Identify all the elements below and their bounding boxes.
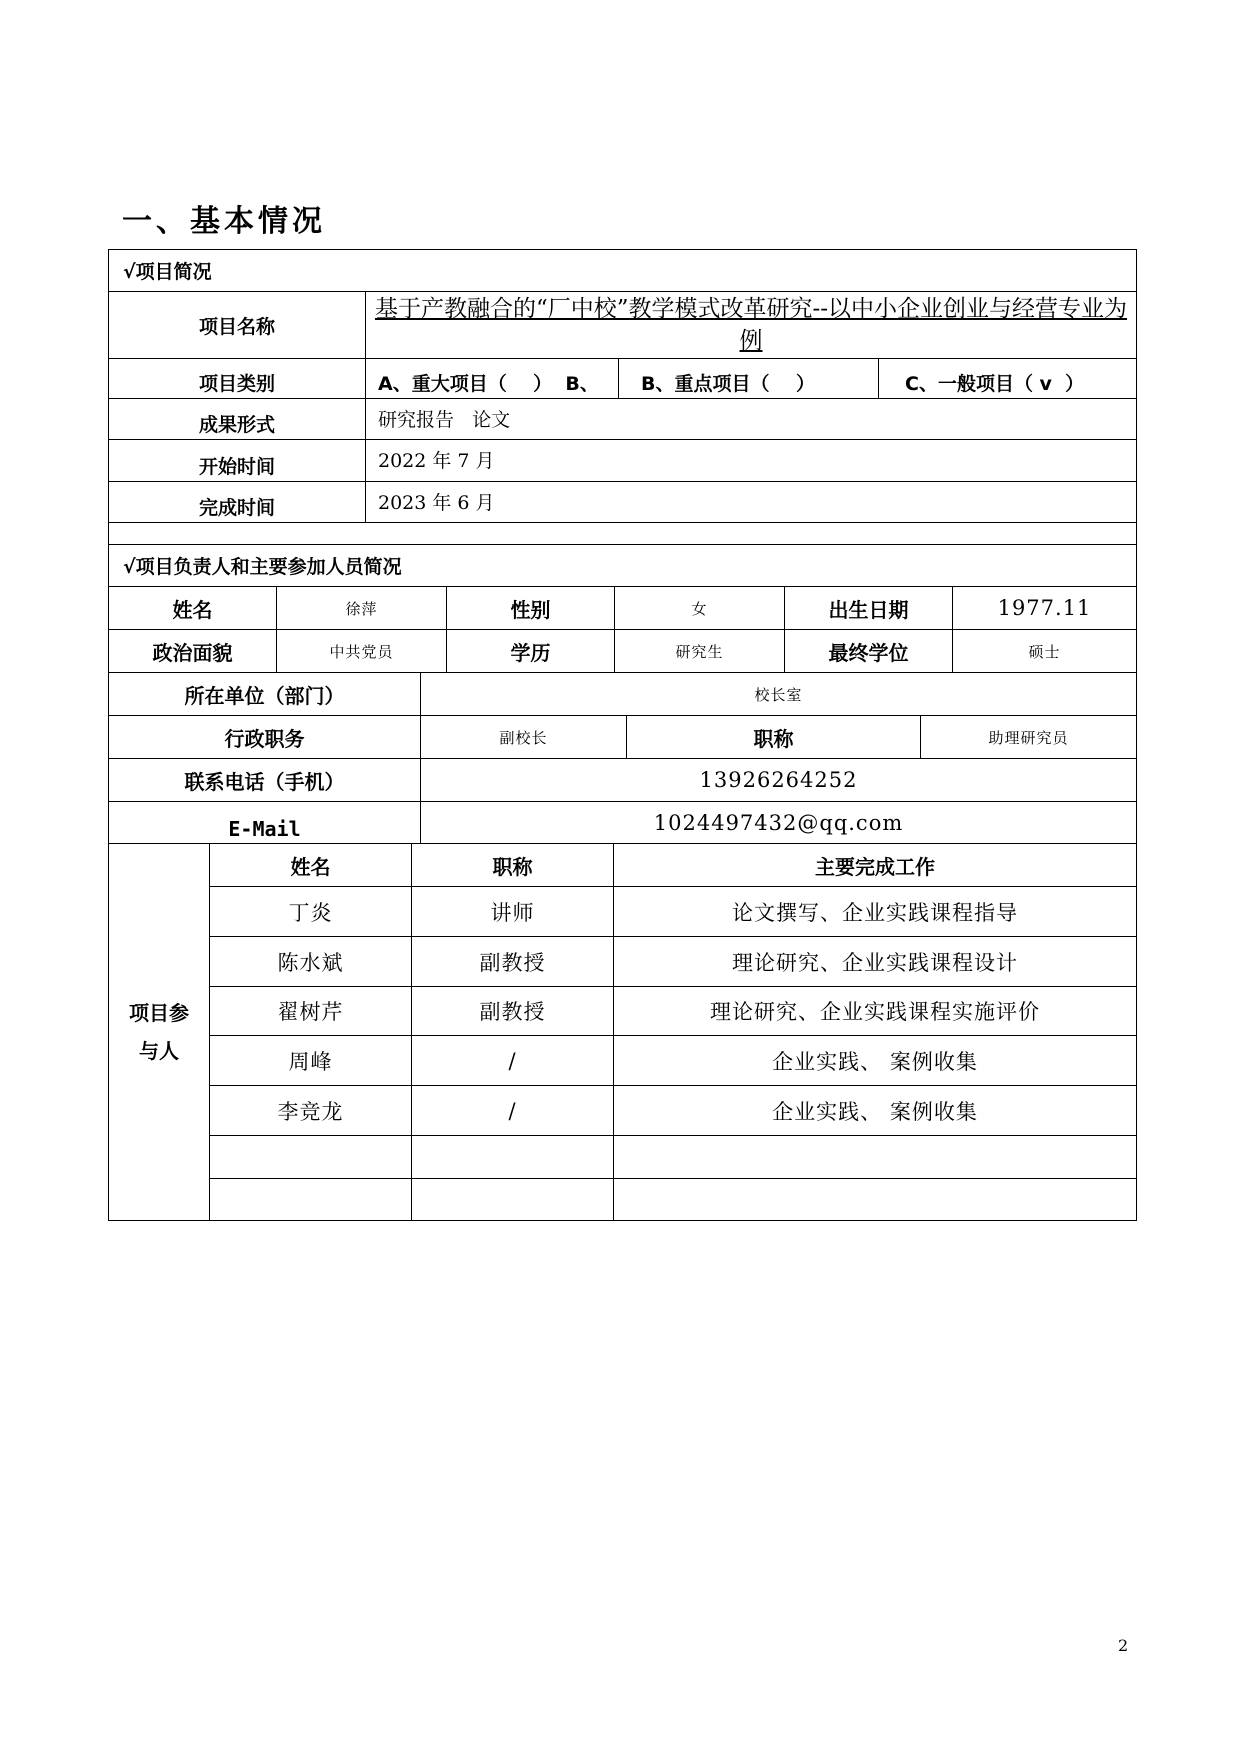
admin-duty-value: 副校长 <box>421 716 627 759</box>
participants-table <box>108 843 1137 1221</box>
empty-cell <box>412 1179 614 1221</box>
empty-cell <box>210 1136 412 1179</box>
education-value: 研究生 <box>615 630 785 673</box>
birth-date-value: 1977.11 <box>953 587 1137 630</box>
result-form-value: 研究报告 论文 <box>366 399 1137 440</box>
spacer-row <box>109 523 1137 545</box>
participant-name: 陈水斌 <box>210 937 412 987</box>
professional-title-value: 助理研究员 <box>921 716 1137 759</box>
start-time-label: 开始时间 <box>109 440 366 482</box>
empty-cell <box>412 1136 614 1179</box>
participant-title: 副教授 <box>412 987 614 1036</box>
project-type-option-a: A、重大项目（ ） B、 <box>366 359 619 399</box>
empty-cell <box>614 1136 1137 1179</box>
degree-value: 硕士 <box>953 630 1137 673</box>
table-row <box>109 1036 1137 1086</box>
unit-value: 校长室 <box>421 673 1137 716</box>
participant-work: 企业实践、 案例收集 <box>614 1036 1137 1086</box>
result-form-label: 成果形式 <box>109 399 366 440</box>
participants-col-work: 主要完成工作 <box>614 844 1137 887</box>
participant-name: 丁炎 <box>210 887 412 937</box>
leader-name-label: 姓名 <box>109 587 277 630</box>
end-time-value: 2023 年 6 月 <box>366 482 1137 523</box>
table-row <box>109 987 1137 1036</box>
participant-work: 论文撰写、企业实践课程指导 <box>614 887 1137 937</box>
participant-title: / <box>412 1086 614 1136</box>
project-name-value: 基于产教融合的“厂中校”教学模式改革研究--以中小企业创业与经营专业为例 <box>366 292 1137 359</box>
project-overview-table <box>108 249 1137 587</box>
email-label: E-Mail <box>109 802 421 844</box>
political-status-label: 政治面貌 <box>109 630 277 673</box>
leader-info-table <box>108 586 1137 673</box>
end-time-label: 完成时间 <box>109 482 366 523</box>
table-row-empty <box>109 1179 1137 1221</box>
participant-name: 周峰 <box>210 1036 412 1086</box>
gender-label: 性别 <box>447 587 615 630</box>
project-name-label: 项目名称 <box>109 292 366 359</box>
participant-title: / <box>412 1036 614 1086</box>
admin-duty-label: 行政职务 <box>109 716 421 759</box>
section-header-personnel: √项目负责人和主要参加人员简况 <box>109 545 1137 587</box>
participant-title: 副教授 <box>412 937 614 987</box>
gender-value: 女 <box>615 587 785 630</box>
participant-work: 企业实践、 案例收集 <box>614 1086 1137 1136</box>
phone-label: 联系电话（手机） <box>109 759 421 802</box>
section-header-project-overview: √项目简况 <box>109 250 1137 292</box>
project-type-option-b: B、重点项目（ ） <box>619 359 879 399</box>
participant-name: 翟树芹 <box>210 987 412 1036</box>
participant-title: 讲师 <box>412 887 614 937</box>
email-value: 1024497432@qq.com <box>421 802 1137 844</box>
page-number: 2 <box>1118 1636 1129 1655</box>
unit-label: 所在单位（部门） <box>109 673 421 716</box>
leader-name-value: 徐萍 <box>277 587 447 630</box>
project-type-label: 项目类别 <box>109 359 366 399</box>
participants-label: 项目参与人 <box>109 844 210 1221</box>
project-type-option-c: C、一般项目（ v ） <box>879 359 1137 399</box>
education-label: 学历 <box>447 630 615 673</box>
participant-work: 理论研究、企业实践课程设计 <box>614 937 1137 987</box>
participant-work: 理论研究、企业实践课程实施评价 <box>614 987 1137 1036</box>
participant-name: 李竞龙 <box>210 1086 412 1136</box>
page-title: 一、基本情况 <box>122 204 326 239</box>
empty-cell <box>614 1179 1137 1221</box>
birth-date-label: 出生日期 <box>785 587 953 630</box>
empty-cell <box>210 1179 412 1221</box>
participants-col-title: 职称 <box>412 844 614 887</box>
professional-title-label: 职称 <box>627 716 921 759</box>
table-row <box>109 887 1137 937</box>
political-status-value: 中共党员 <box>277 630 447 673</box>
start-time-value: 2022 年 7 月 <box>366 440 1137 482</box>
table-row <box>109 1086 1137 1136</box>
leader-contact-table <box>108 672 1137 844</box>
table-row-empty <box>109 1136 1137 1179</box>
table-row <box>109 937 1137 987</box>
phone-value: 13926264252 <box>421 759 1137 802</box>
participants-col-name: 姓名 <box>210 844 412 887</box>
degree-label: 最终学位 <box>785 630 953 673</box>
